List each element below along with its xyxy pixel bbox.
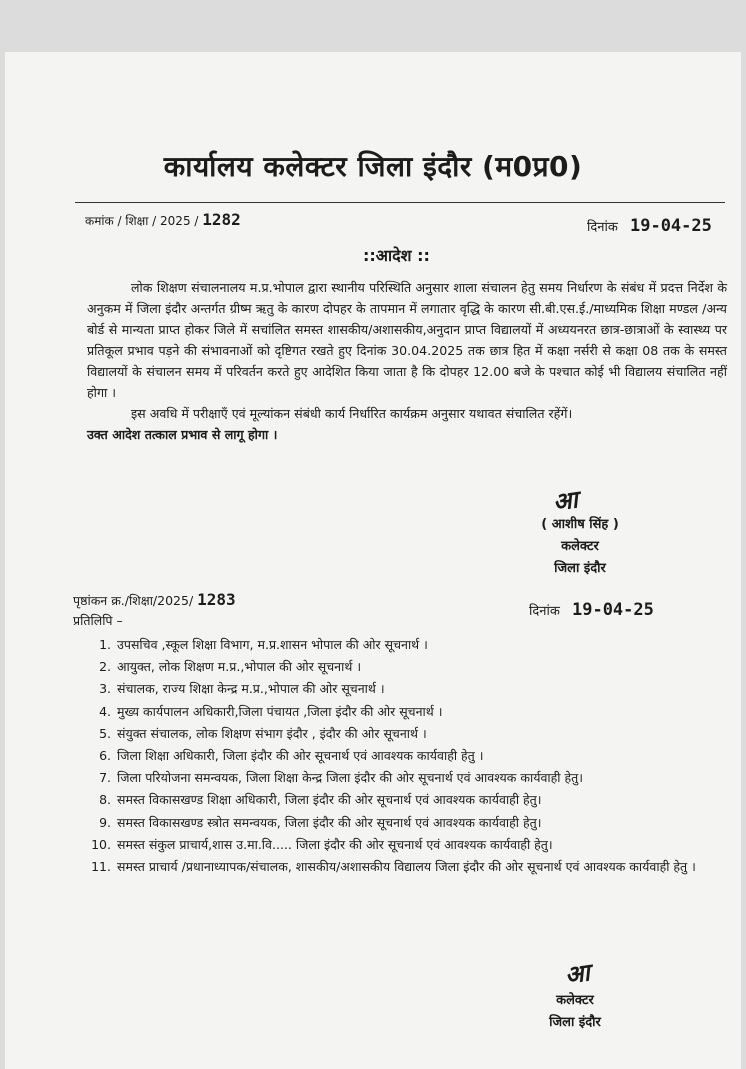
document-page xyxy=(5,52,741,1069)
recipient-number: 5. xyxy=(99,725,111,741)
endorsement-ref-number: 1283 xyxy=(197,590,236,609)
list-item xyxy=(89,834,729,855)
recipient-number: 6. xyxy=(99,747,111,763)
recipient-text: जिला शिक्षा अधिकारी, जिला इंदौर की ओर सूचनार्थ एवं आवश्यक कार्यवाही हेतु । xyxy=(117,747,484,763)
endorsement-ref-prefix: पृष्ठांकन क्र./शिक्षा/2025/ xyxy=(73,593,194,608)
recipient-text: आयुक्त, लोक शिक्षण म.प्र.,भोपाल की ओर सूचनार्थ । xyxy=(117,659,362,675)
order-reference xyxy=(85,210,241,229)
signature-block-1 xyxy=(520,514,640,580)
list-item xyxy=(89,701,729,722)
order-paragraph-1: लोक शिक्षण संचालनालय म.प्र.भोपाल द्वारा स्थानीय परिस्थिति अनुसार शाला संचालन हेतु समय निर्धारण के संबंध में प्रदत्त निर्देश के अनुकम में जिला इंदौर अन्तर्गत ग्रीष्म ऋतु के कारण दोपहर के तापमान में लगातार वृद्धि के कारण सी.बी.एस.ई./माध्यमिक शिक्षा मण्डल /अन्य बोर्ड से मान्यता प्राप्त होकर जिले में सचांलित समस्त शासकीय/अशासकीय,अनुदान प्राप्त विद्यालयों में अध्ययनरत छात्र-छात्राओं के स्वास्थ्य पर प्रतिकूल प्रभाव पड़ने की संभावनाओं को दृष्टिगत रखते हुए दिनांक 30.04.2025 तक छात्र हित में कक्षा नर्सरी से कक्षा 08 तक के समस्त विद्यालयों के संचालन समय में परिवर्तन करते हुए आदेशित किया जाता है कि दोपहर 12.00 बजे के पश्चात कोई भी विद्यालय संचालित नहीं होगा । xyxy=(87,280,727,400)
signature-mark-2: आ xyxy=(563,957,592,990)
signatory-designation: कलेक्टर xyxy=(556,993,594,1008)
recipient-text: समस्त विकासखण्ड स्त्रोत समन्वयक, जिला इंदौर की ओर सूचनार्थ एवं आवश्यक कार्यवाही हेतु। xyxy=(117,814,542,830)
order-body xyxy=(87,277,727,445)
order-ref-prefix: कमांक / शिक्षा / 2025 / xyxy=(85,214,199,228)
list-item xyxy=(89,789,729,810)
recipient-text: उपसचिव ,स्कूल शिक्षा विभाग, म.प्र.शासन भोपाल की ओर सूचनार्थ । xyxy=(117,637,428,652)
recipient-number: 11. xyxy=(91,858,111,874)
endorsement-reference xyxy=(73,590,236,609)
order-date xyxy=(587,216,712,236)
order-date-label: दिनांक xyxy=(587,220,618,235)
list-item xyxy=(89,678,729,699)
recipient-text: संयुक्त संचालक, लोक शिक्षण संभाग इंदौर , इंदौर की ओर सूचनार्थ । xyxy=(117,725,427,741)
recipient-number: 1. xyxy=(99,637,111,652)
recipient-number: 4. xyxy=(99,703,111,719)
order-paragraph-3: उक्त आदेश तत्काल प्रभाव से लागू होगा । xyxy=(87,427,278,442)
recipient-number: 9. xyxy=(99,814,111,830)
list-item xyxy=(89,856,729,877)
list-item xyxy=(89,767,729,788)
recipient-number: 7. xyxy=(99,770,111,786)
header-divider xyxy=(75,202,725,203)
copy-to-label: प्रतिलिपि – xyxy=(73,613,123,628)
office-title: कार्यालय कलेक्टर जिला इंदौर (म0प्र0) xyxy=(163,150,583,183)
recipient-number: 2. xyxy=(99,659,111,675)
list-item xyxy=(89,812,729,833)
order-heading: ::आदेश :: xyxy=(363,246,430,265)
recipient-text: समस्त विकासखण्ड शिक्षा अधिकारी, जिला इंदौर की ओर सूचनार्थ एवं आवश्यक कार्यवाही हेतु। xyxy=(117,792,542,808)
order-date-value: 19-04-25 xyxy=(629,216,712,236)
recipient-text: संचालक, राज्य शिक्षा केन्द्र म.प्र.,भोपाल की ओर सूचनार्थ । xyxy=(117,681,385,697)
list-item xyxy=(89,723,729,744)
recipient-text: मुख्य कार्यपालन अधिकारी,जिला पंचायत ,जिला इंदौर की ओर सूचनार्थ । xyxy=(117,703,443,719)
endorsement-date-value: 19-04-25 xyxy=(571,600,654,620)
recipient-number: 3. xyxy=(99,681,111,697)
recipient-number: 8. xyxy=(99,792,111,808)
recipient-text: समस्त संकुल प्राचार्य,शास उ.मा.वि..... जिला इंदौर की ओर सूचनार्थ एवं आवश्यक कार्यवाही हेतु। xyxy=(117,836,553,852)
signatory-district: जिला इंदौर xyxy=(554,561,606,576)
signatory-designation: कलेक्टर xyxy=(561,539,599,554)
recipient-text: समस्त प्राचार्य /प्रधानाध्यापक/संचालक, शासकीय/अशासकीय विद्यालय जिला इंदौर की ओर सूचनार्थ एवं आवश्यक कार्यवाही हेतु । xyxy=(117,858,696,874)
list-item xyxy=(89,634,729,655)
signature-mark-1: आ xyxy=(551,484,580,517)
signatory-district: जिला इंदौर xyxy=(549,1015,601,1030)
endorsement-date xyxy=(529,600,654,620)
order-paragraph-2: इस अवधि में परीक्षाएँ एवं मूल्यांकन संबंधी कार्य निर्धारित कार्यक्रम अनुसार यथावत संचालित रहेंगें। xyxy=(131,406,573,421)
signatory-name: ( आशीष सिंह ) xyxy=(541,517,619,532)
list-item xyxy=(89,745,729,766)
signature-block-2 xyxy=(525,990,625,1034)
order-ref-number: 1282 xyxy=(202,210,241,229)
recipient-text: जिला परियोजना समन्वयक, जिला शिक्षा केन्द्र जिला इंदौर की ओर सूचनार्थ एवं आवश्यक कार्यवाही हेतु। xyxy=(117,770,583,786)
endorsement-date-label: दिनांक xyxy=(529,604,560,619)
list-item xyxy=(89,656,729,677)
recipient-number: 10. xyxy=(91,836,111,852)
recipient-list xyxy=(89,634,729,878)
